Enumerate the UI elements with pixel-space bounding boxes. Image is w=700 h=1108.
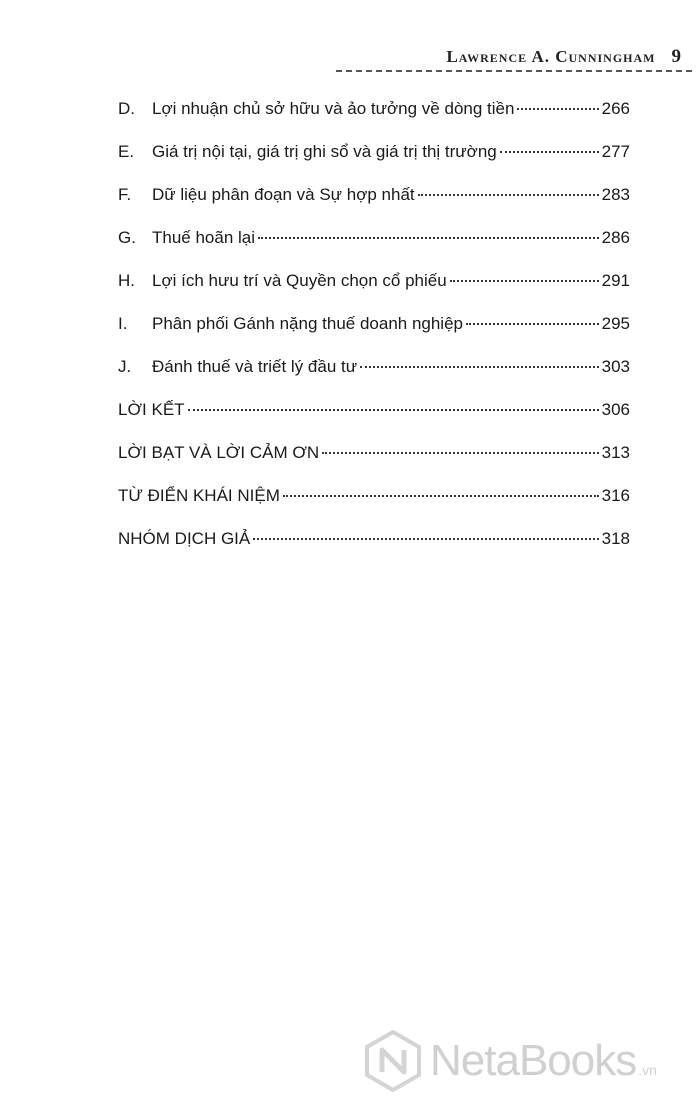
toc-dot-leader [418, 194, 599, 196]
toc-entry-title: Lợi ích hưu trí và Quyền chọn cổ phiếu [152, 271, 447, 290]
netabooks-logo-icon [362, 1030, 424, 1092]
toc-dot-leader [450, 280, 599, 282]
toc-entry [118, 227, 630, 270]
toc-entry-page: 277 [601, 142, 630, 161]
toc-dot-leader [517, 108, 598, 110]
header-divider [336, 70, 692, 72]
toc-entry-marker: E. [118, 142, 135, 161]
toc-entry-marker: F. [118, 185, 132, 204]
page-number: 9 [671, 46, 682, 67]
toc-dot-leader [466, 323, 599, 325]
toc-entry-page: 291 [601, 271, 630, 290]
toc-dot-leader [283, 495, 599, 497]
table-of-contents [118, 98, 630, 571]
toc-entry [118, 399, 630, 442]
toc-entry-marker: H. [118, 271, 135, 290]
toc-entry-title: Lợi nhuận chủ sở hữu và ảo tưởng về dòng tiền [152, 99, 515, 118]
toc-entry-page: 295 [601, 314, 630, 333]
toc-entry-marker: D. [118, 99, 135, 118]
toc-dot-leader [188, 409, 599, 411]
toc-entry-title: TỪ ĐIỂN KHÁI NIỆM [118, 486, 280, 505]
running-header [336, 46, 692, 68]
toc-dot-leader [322, 452, 598, 454]
watermark [362, 1030, 657, 1092]
toc-entry-title: LỜI BẠT VÀ LỜI CẢM ƠN [118, 443, 320, 462]
header-author: Lawrence A. Cunningham [446, 47, 656, 66]
toc-entry [118, 485, 630, 528]
toc-entry-page: 303 [601, 357, 630, 376]
toc-entry-title: Giá trị nội tại, giá trị ghi sổ và giá trị thị trường [152, 142, 497, 161]
toc-entry-marker: I. [118, 314, 128, 333]
toc-entry-title: Dữ liệu phân đoạn và Sự hợp nhất [152, 185, 415, 204]
toc-entry-page: 316 [601, 486, 630, 505]
toc-entry-title: NHÓM DỊCH GIẢ [118, 529, 251, 548]
toc-dot-leader [258, 237, 599, 239]
toc-entry-title: Phân phối Gánh nặng thuế doanh nghiệp [152, 314, 463, 333]
toc-dot-leader [253, 538, 598, 540]
toc-dot-leader [360, 366, 599, 368]
toc-entry-title: Thuế hoãn lại [152, 228, 256, 247]
toc-dot-leader [500, 151, 599, 153]
toc-entry-marker: J. [118, 357, 132, 376]
toc-entry-title: LỜI KẾT [118, 400, 185, 419]
toc-entry [118, 184, 630, 227]
toc-entry-page: 266 [601, 99, 630, 118]
toc-entry-page: 283 [601, 185, 630, 204]
watermark-brand: NetaBooks [430, 1036, 637, 1085]
watermark-tld: .vn [638, 1062, 657, 1078]
toc-entry [118, 141, 630, 184]
toc-entry [118, 528, 630, 571]
toc-entry [118, 98, 630, 141]
toc-entry-page: 313 [601, 443, 630, 462]
toc-entry [118, 356, 630, 399]
toc-entry-page: 306 [601, 400, 630, 419]
toc-entry [118, 313, 630, 356]
toc-entry-page: 318 [601, 529, 630, 548]
toc-entry-marker: G. [118, 228, 136, 247]
toc-entry [118, 442, 630, 485]
toc-entry-page: 286 [601, 228, 630, 247]
toc-entry-title: Đánh thuế và triết lý đầu tư [152, 357, 358, 376]
toc-entry [118, 270, 630, 313]
